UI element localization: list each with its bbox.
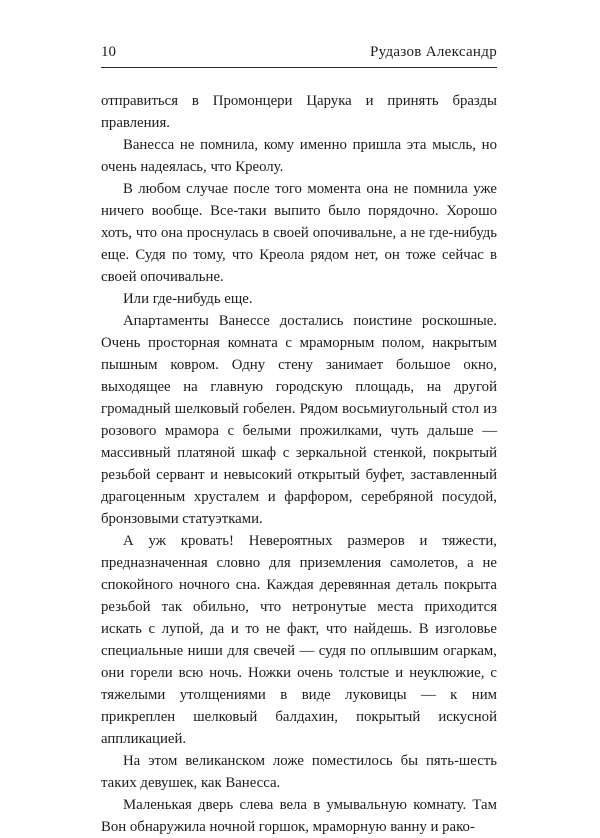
paragraph: В любом случае после того момента она не помнила уже ничего вообще. Все-таки выпито было порядочно. Хорошо хоть, что она проснулась в своей опочивальне, а не где-нибудь еще. Судя по тому, что Креола рядом нет, он тоже сейчас в своей опочивальне. xyxy=(101,181,497,285)
paragraph: отправиться в Промонцери Царука и принять бразды правления. xyxy=(101,93,497,131)
page-body xyxy=(101,90,497,838)
paragraph: А уж кровать! Невероятных размеров и тяжести, предназначенная словно для приземления самолетов, а не спокойного ночного сна. Каждая деревянная деталь покрыта резьбой так обильно, что нетронутые места приходится искать с лупой, да и то не факт, что найдешь. В изголовье специальные ниши для свечей — судя по оплывшим огаркам, они горели всю ночь. Ножки очень толстые и неуклюжие, с тяжелыми утолщениями в виде луковицы — к ним прикреплен шелковый балдахин, покрытый искусной аппликацией. xyxy=(101,533,497,747)
paragraph: Ванесса не помнила, кому именно пришла эта мысль, но очень надеялась, что Креолу. xyxy=(101,137,497,175)
paragraph: На этом великанском ложе поместилось бы пять-шесть таких девушек, как Ванесса. xyxy=(101,753,497,791)
page-header xyxy=(101,44,497,68)
paragraph: Маленькая дверь слева вела в умывальную комнату. Там Вон обнаружила ночной горшок, мраморную ванну и рако- xyxy=(101,797,497,835)
running-title: Рудазов Александр xyxy=(369,44,497,60)
paragraph: Или где-нибудь еще. xyxy=(123,291,253,307)
page-number: 10 xyxy=(101,44,116,60)
paragraph: Апартаменты Ванессе достались поистине роскошные. Очень просторная комната с мраморным полом, накрытым пышным ковром. Одну стену занимает большое окно, выходящее на главную городскую площадь, на другой громадный шелковый гобелен. Рядом восьмиугольный стол из розового мрамора с белыми прожилками, чуть дальше — массивный платяной шкаф с зеркальной стенкой, покрытый резьбой сервант и невысокий открытый буфет, заставленный драгоценным хрусталем и фарфором, серебряной посудой, бронзовыми статуэтками. xyxy=(101,313,497,527)
